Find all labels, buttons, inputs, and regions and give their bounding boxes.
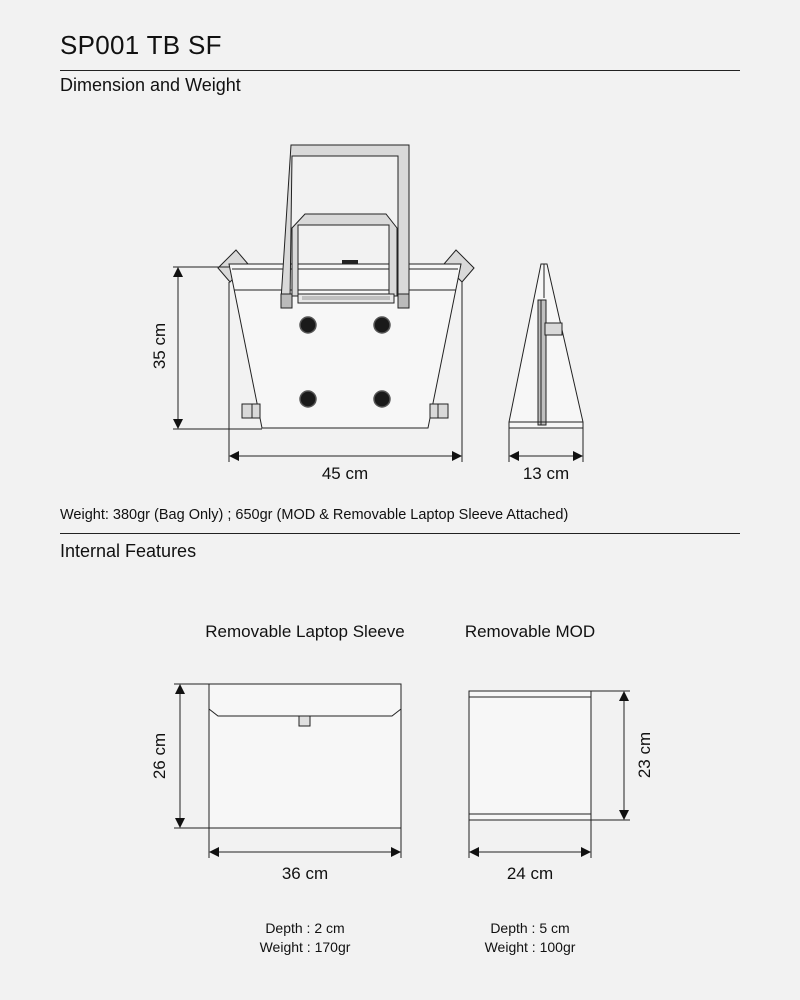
mod-drawing [469, 691, 591, 820]
bag-stud [300, 391, 316, 407]
mod-height-dimension [591, 691, 630, 820]
bag-depth-dimension [509, 428, 583, 462]
laptop-sleeve-drawing [209, 684, 401, 828]
section-dimension-heading: Dimension and Weight [60, 75, 241, 95]
sleeve-depth: Depth : 2 cm [265, 920, 345, 936]
bag-height-label: 35 cm [150, 322, 169, 370]
bag-depth-label: 13 cm [522, 464, 570, 483]
sleeve-weight: Weight : 170gr [259, 939, 351, 955]
bag-stud [300, 317, 316, 333]
bag-width-label: 45 cm [321, 464, 369, 483]
section-internal-heading: Internal Features [60, 541, 197, 561]
mod-depth: Depth : 5 cm [490, 920, 570, 936]
sleeve-title: Removable Laptop Sleeve [205, 622, 405, 641]
sleeve-height-label: 26 cm [150, 732, 169, 780]
sleeve-height-dimension [174, 684, 209, 828]
mod-width-dimension [469, 820, 591, 858]
section-divider [60, 533, 740, 534]
mod-height-label: 23 cm [635, 731, 654, 779]
bag-body [229, 264, 461, 428]
bag-side-view [509, 264, 583, 428]
bag-stud [374, 391, 390, 407]
mod-width-label: 24 cm [506, 864, 554, 883]
bag-front-view [218, 145, 474, 428]
weight-text: Weight: 380gr (Bag Only) ; 650gr (MOD & Removable Laptop Sleeve Attached) [60, 507, 569, 523]
page-title: SP001 TB SF [60, 30, 222, 60]
mod-title: Removable MOD [464, 622, 596, 641]
mod-weight: Weight : 100gr [484, 939, 576, 955]
sleeve-width-dimension [209, 828, 401, 858]
sleeve-width-label: 36 cm [281, 864, 329, 883]
bag-stud [374, 317, 390, 333]
